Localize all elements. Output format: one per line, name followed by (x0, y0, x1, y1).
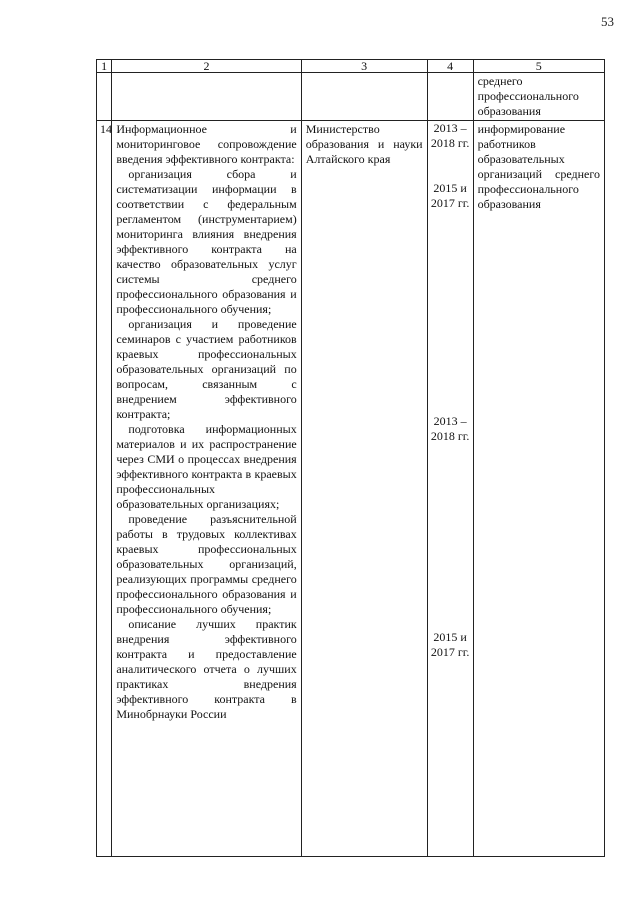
measure-item: подготовка информационных материалов и их распространение через СМИ о процессах внедрения эффективного контракта в краевых профессиональных образовательных организациях; (116, 422, 297, 511)
terms-cell (427, 121, 473, 857)
measure-item: организация сбора и систематизации информации в соответствии с федеральным регламентом (инструментарием) мониторинга влияния внедрения эффективного контракта на качество образовательных услуг системы среднего профессионального образования и профессионального обучения; (116, 167, 297, 316)
term: 2013 – 2018 гг. (430, 121, 470, 150)
table-header-row (97, 60, 605, 73)
term: 2013 – 2018 гг. (430, 414, 470, 443)
measure-item: проведение разъяснительной работы в трудовых коллективах краевых профессиональных образовательных организаций, реализующих программы среднего профессионального образования и профессионального обучения; (116, 512, 297, 616)
continuation-result: среднего профессионального образования (473, 73, 604, 121)
column-header: 1 (97, 60, 112, 73)
column-header: 5 (473, 60, 604, 73)
row-number: 14 (97, 121, 112, 857)
term: 2015 и 2017 гг. (430, 181, 470, 210)
column-header: 4 (427, 60, 473, 73)
column-header: 3 (301, 60, 427, 73)
term: 2015 и 2017 гг. (430, 630, 470, 659)
continuation-row (97, 73, 605, 121)
result-cell: информирование работников образовательных организаций среднего профессионального образования (473, 121, 604, 857)
page-number: 53 (601, 14, 614, 29)
measure-cell (112, 121, 301, 857)
measure-item: описание лучших практик внедрения эффективного контракта и предоставление аналитического отчета о лучших практиках внедрения эффективного контракта в Минобрнауки России (116, 617, 297, 721)
measure-title: Информационное и мониторинговое сопровождение введения эффективного контракта: (116, 122, 297, 166)
responsible-cell: Министерство образования и науки Алтайского края (301, 121, 427, 857)
table-row (97, 121, 605, 857)
column-header: 2 (112, 60, 301, 73)
document-table (96, 59, 605, 857)
measure-item: организация и проведение семинаров с участием работников краевых профессиональных образовательных организаций по вопросам, связанным с внедрением эффективного контракта; (116, 317, 297, 421)
